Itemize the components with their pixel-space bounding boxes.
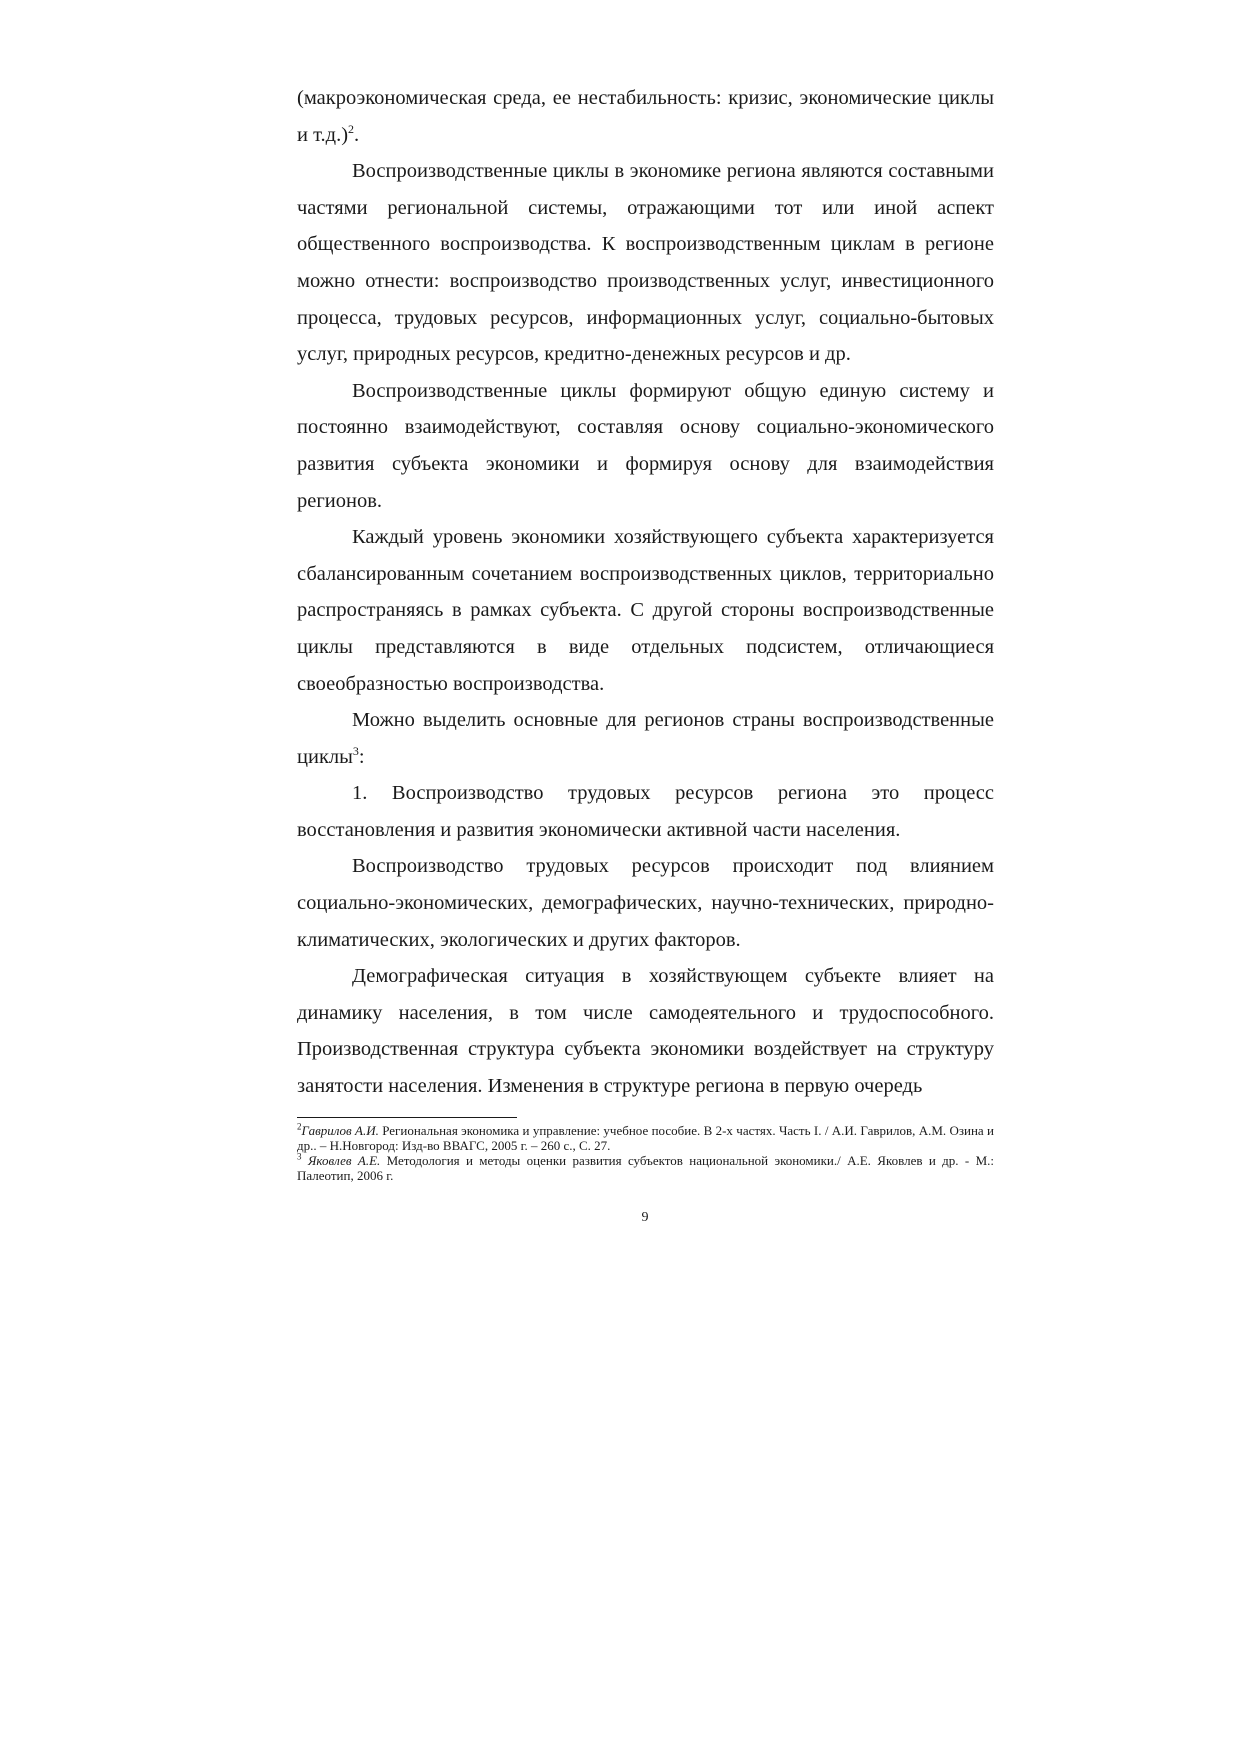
footnote-text: Региональная экономика и управление: учебное пособие. В 2-х частях. Часть I. / А.И. Гаврилов, А.М. Озина и др.. – Н.Новгород: Изд-во ВВАГС, 2005 г. – 260 с., С. 27. [297,1123,995,1153]
footnote [297,1153,994,1183]
page-number: 9 [641,1210,649,1225]
footnote-author: Гаврилов А.И. [301,1123,379,1138]
paragraph: Воспроизводственные циклы формируют общую единую систему и постоянно взаимодействуют, составляя основу социально-экономического развития субъекта экономики и формируя основу для взаимодействия регионов. [297,379,994,512]
footnote-divider [297,1117,517,1118]
footnote-mark: 3 [297,1151,302,1162]
paragraph-suffix: : [358,745,365,768]
footnote-ref: 2 [348,121,355,136]
paragraph: Каждый уровень экономики хозяйствующего субъекта характеризуется сбалансированным сочетанием воспроизводственных циклов, территориально распространяясь в рамках субъекта. С другой стороны воспроизводственные циклы представляются в виде отдельных подсистем, отличающиеся своеобразностью воспроизводства. [297,526,994,695]
paragraph-suffix: . [354,123,360,146]
footnote-author: Яковлев А.Е. [301,1153,381,1168]
paragraph-text: Можно выделить основные для регионов страны воспроизводственные циклы [297,709,994,768]
paragraph: Демографическая ситуация в хозяйствующем субъекте влияет на динамику населения, в том числе самодеятельного и трудоспособного. Производственная структура субъекта экономики воздействует на структуру занятости населения. Изменения в структуре региона в первую очередь [297,965,994,1098]
footnote [297,1123,994,1153]
footnote-text: Методология и методы оценки развития субъектов национальной экономики./ А.Е. Яковлев и др. - М.: Палеотип, 2006 г. [297,1153,994,1183]
footnotes [297,1123,994,1183]
paragraph: 1. Воспроизводство трудовых ресурсов региона это процесс восстановления и развития экономически активной части населения. [297,782,994,841]
paragraph [297,80,994,153]
footnote-mark: 2 [297,1121,302,1132]
paragraph [297,702,994,775]
page-body [297,80,994,1105]
paragraph: Воспроизводство трудовых ресурсов происходит под влиянием социально-экономических, демографических, научно-технических, природно-климатических, экологических и других факторов. [297,855,994,951]
footnote-ref: 3 [352,743,359,758]
paragraph: Воспроизводственные циклы в экономике региона являются составными частями региональной системы, отражающими тот или иной аспект общественного воспроизводства. К воспроизводственным циклам в регионе можно отнести: воспроизводство производственных услуг, инвестиционного процесса, трудовых ресурсов, информационных услуг, социально-бытовых услуг, природных ресурсов, кредитно-денежных ресурсов и др. [297,160,994,366]
paragraph-text: (макроэкономическая среда, ее нестабильность: кризис, экономические циклы и т.д.) [297,87,994,146]
